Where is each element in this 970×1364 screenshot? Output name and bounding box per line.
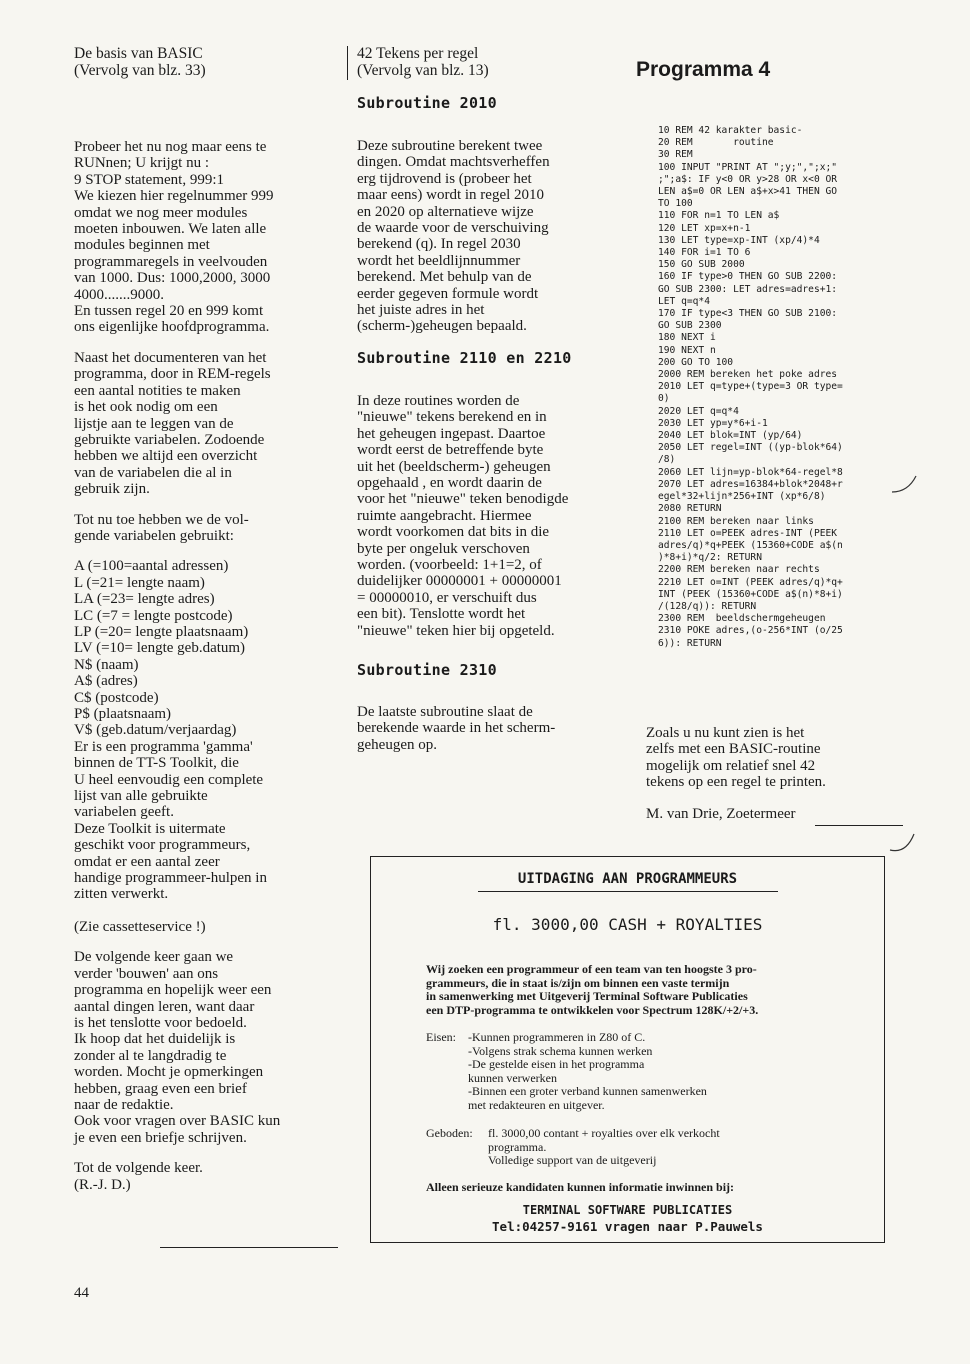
middle-column	[357, 45, 637, 753]
left-paragraph-3: Tot nu toe hebben we de vol- gende variabelen gebruikt:	[74, 511, 249, 544]
middle-article-header: 42 Tekens per regel (Vervolg van blz. 13)	[357, 45, 489, 79]
variable-list: A (=100=aantal adressen) L (=21= lengte naam) LA (=23= lengte adres) LC (=7 = lengte postcode) LP (=20= lengte plaatsnaam) LV (=10= lengte geb.datum) N$ (naam) A$ (adres) C$ (postcode) P$ (plaatsnaam) V$ (geb.datum/verjaardag) Er is een programma 'gamma' binnen de TT-S Toolkit, die U heel eenvoudig een complete lijst van alle gebruikte variabelen geeft. Deze Toolkit is uitermate geschikt voor programmeurs, omdat er een aantal zeer handige programmeer-hulpen in zitten verwerkt.	[74, 558, 267, 903]
left-paragraph-cassette: (Zie cassetteservice !)	[74, 918, 206, 935]
advertisement-box	[370, 856, 885, 1243]
left-column	[74, 45, 346, 1193]
subroutine-2110-title: Subroutine 2110 en 2210	[357, 348, 572, 367]
margin-curve-mark-2	[888, 830, 918, 860]
program-listing	[658, 125, 898, 650]
author-underline	[815, 825, 903, 826]
right-column	[636, 58, 898, 82]
right-closing	[646, 725, 896, 822]
left-paragraph-5: De volgende keer gaan we verder 'bouwen' aan ons programma en hopelijk weer een aantal dingen leren, want daar is het tenslotte voor bedoeld. Ik hoop dat het duidelijk is zonder al te langdradig te worden. Mocht je opmerkingen hebben, graag even een brief naar de redaktie. Ook voor vragen over BASIC kun je even een briefje schrijven.	[74, 949, 281, 1146]
closing-text: Zoals u nu kunt zien is het zelfs met een BASIC-routine mogelijk om relatief snel 42 tekens op een regel te printen.	[646, 725, 826, 791]
author-credit: M. van Drie, Zoetermeer	[646, 805, 796, 822]
ad-geboden-label: Geboden:	[426, 1126, 473, 1140]
program-title: Programma 4	[636, 58, 771, 81]
subroutine-2310-title: Subroutine 2310	[357, 660, 497, 679]
left-paragraph-2: Naast het documenteren van het programma, door in REM-regels een aantal notities te maken is het ook nodig om een lijstje aan te leggen van de gebruikte variabelen. Zodoende hebben we altijd een overzicht van de variabelen die al in gebruik zijn.	[74, 349, 271, 498]
ad-company: TERMINAL SOFTWARE PUBLICATIES	[522, 1203, 733, 1217]
subroutine-2010-title: Subroutine 2010	[357, 94, 497, 112]
ad-headline-rule	[478, 891, 778, 892]
ad-headline: UITDAGING AAN PROGRAMMEURS	[517, 871, 738, 887]
basic-listing: 10 REM 42 karakter basic- 20 REM routine 30 REM 100 INPUT "PRINT AT ";y;",";x;" ;";a$: IF y<0 OR y>28 OR x<0 OR LEN a$=0 OR LEN a$+x>41 THEN GO TO 100 110 FOR n=1 TO LEN a$ 120 LET xp=x+n-1 130 LET type=xp-INT (xp/4)*4 140 FOR i=1 TO 6 150 GO SUB 2000 160 IF type>0 THEN GO SUB 2200: GO SUB 2300: LET adres=adres+1: LET q=q*4 170 IF type<3 THEN GO SUB 2100: GO SUB 2300 180 NEXT i 190 NEXT n 200 GO TO 100 2000 REM bereken het poke adres 2010 LET q=type+(type=3 OR type= 0) 2020 LET q=q*4 2030 LET yp=y*6+i-1 2040 LET blok=INT (yp/64) 2050 LET regel=INT ((yp-blok*64) /8) 2060 LET lijn=yp-blok*64-regel*8 2070 LET adres=16384+blok*2048+r egel*32+lijn*256+INT (xp*6/8) 2080 RETURN 2100 REM bereken naar links 2110 LET o=PEEK adres-INT (PEEK adres/q)*q+PEEK (15360+CODE a$(n )*8+i)*q/2: RETURN 2200 REM bereken naar rechts 2210 LET o=INT (PEEK adres/q)*q+ INT (PEEK (15360+CODE a$(n)*8+i) /(128/q)): RETURN 2300 REM beeldschermgeheugen 2310 POKE adres,(o-256*INT (o/25 6)): RETURN	[658, 125, 843, 649]
margin-curve-mark	[890, 470, 920, 500]
subroutine-2310-text: De laatste subroutine slaat de berekende waarde in het scherm- geheugen op.	[357, 703, 556, 753]
left-paragraph-1: Probeer het nu nog maar eens te RUNnen; U krijgt nu : 9 STOP statement, 999:1 We kiezen hier regelnummer 999 omdat we nog meer modules moeten inbouwen. We laten alle modules beginnen met programmaregels in veelvouden van 1000. Dus: 1000,2000, 3000 4000.......9000. En tussen regel 20 en 999 komt ons eigenlijke hoofdprogramma.	[74, 139, 274, 336]
ad-eisen-label: Eisen:	[426, 1030, 456, 1044]
ad-note: Alleen serieuze kandidaten kunnen informatie inwinnen bij:	[426, 1180, 735, 1194]
left-signoff: Tot de volgende keer. (R.-J. D.)	[74, 1160, 203, 1193]
subroutine-2010-text: Deze subroutine berekent twee dingen. Omdat machtsverheffen erg tijdrovend is (probeer het maar eens) wordt in regel 2010 en 2020 op alternatieve wijze de waarde voor de verschuiving berekend (q). In regel 2030 wordt het beeldlijnnummer berekend. Met behulp van de eerder gegeven formule wordt het juiste adres in het (scherm-)geheugen bepaald.	[357, 138, 550, 335]
page-number: 44	[74, 1285, 89, 1301]
ad-geboden-text: fl. 3000,00 contant + royalties over elk verkocht programma. Volledige support van de uitgeverij	[488, 1126, 720, 1167]
ad-intro: Wij zoeken een programmeur of een team van ten hoogste 3 pro- grammeurs, die in staat is/zijn om binnen een vaste termijn in samenwerking met Uitgeverij Terminal Software Publicaties een DTP-programma te ontwikkelen voor Spectrum 128K/+2/+3.	[426, 962, 759, 1017]
ad-contact: Tel:04257-9161 vragen naar P.Pauwels	[492, 1219, 763, 1234]
ad-eisen-list: -Kunnen programmeren in Z80 of C. -Volgens strak schema kunnen werken -De gestelde eisen in het programma kunnen verwerken -Binnen een groter verband kunnen samenwerken met redakteuren en uitgever.	[468, 1030, 707, 1112]
signoff-underline	[160, 1247, 338, 1248]
ad-prize: fl. 3000,00 CASH + ROYALTIES	[492, 915, 763, 934]
subroutine-2110-text: In deze routines worden de "nieuwe" tekens berekend en in het geheugen ingepast. Daartoe wordt eerst de betreffende byte uit het (beeldscherm-) geheugen opgehaald , en wordt daarin de voor het "nieuwe" teken benodigde ruimte aangebracht. Hiermee wordt voorkomen dat bits in die byte per ongeluk verschoven worden. (voorbeeld: 1+1=2, of duidelijker 00000001 + 00000001 = 00000010, er verschuift dus een bit). Tenslotte wordt het "nieuwe" teken hier bij opgeteld.	[357, 392, 569, 639]
column-divider	[347, 46, 348, 80]
left-article-header: De basis van BASIC (Vervolg van blz. 33)	[74, 45, 206, 79]
